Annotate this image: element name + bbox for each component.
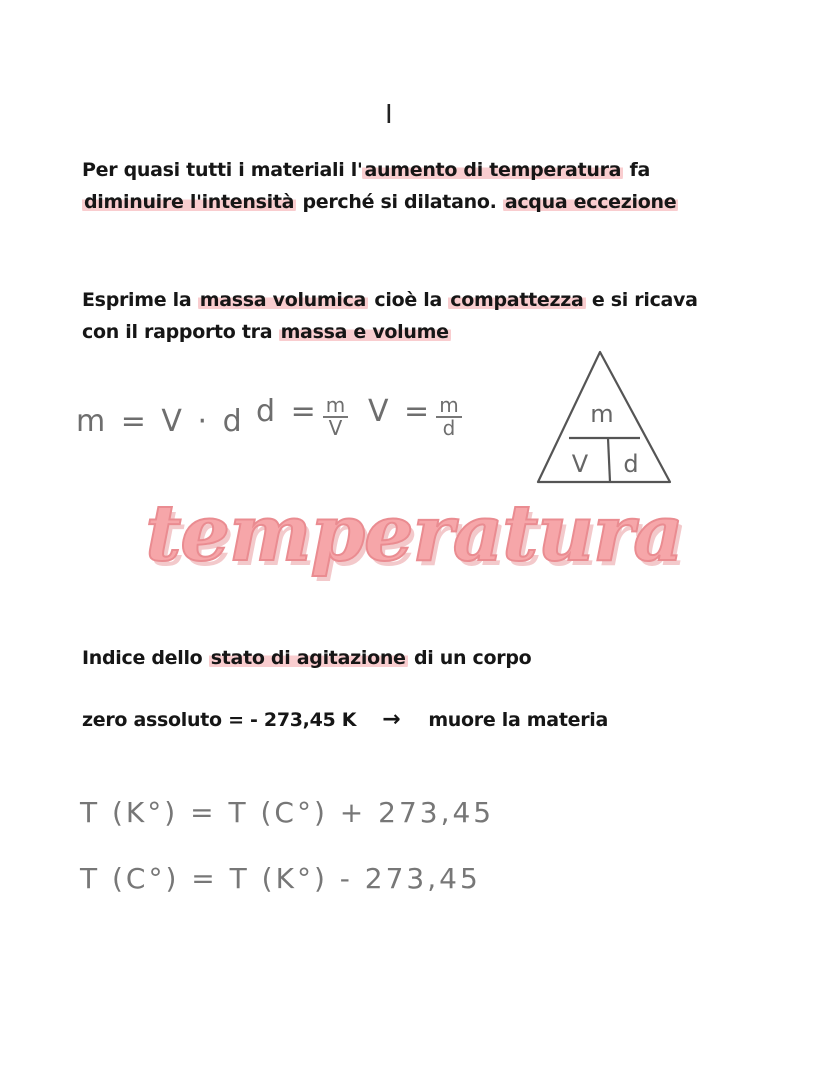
fraction-m-over-d [436,395,461,438]
density-triangle-diagram [530,344,680,492]
triangle-label-v: V [571,450,589,478]
temperature-definition [82,642,531,674]
density-text: Per quasi tutti i materiali l' [82,159,363,181]
highlight-water-exception: acqua eccezione [504,191,677,213]
highlight-mass-density: massa volumica [199,289,367,311]
formula-celsius-from-kelvin: T (C°) = T (K°) - 273,45 [80,862,481,895]
temperature-text: Indice dello [82,647,209,669]
absolute-zero-label: zero assoluto = - 273,45 K [82,709,357,731]
highlight-agitation-state: stato di agitazione [210,647,406,669]
formula-volume-lhs: V = [368,394,433,429]
density-text: fa [623,159,650,181]
density-text: perché si dilatano. [296,191,503,213]
fraction-m-over-v [323,395,348,438]
fraction-numerator: m [323,395,348,418]
mass-text: cioè la [368,289,449,311]
mass-text: con il rapporto tra [82,321,279,343]
arrow-right-icon: → [382,707,401,732]
fraction-numerator: m [436,395,461,418]
temperature-text: di un corpo [407,647,532,669]
formula-density [256,394,352,438]
section-heading: temperatura [145,488,683,579]
fraction-denominator: V [328,416,343,440]
formula-volume [368,394,466,438]
fraction-denominator: d [442,416,456,440]
formula-density-lhs: d = [256,394,319,429]
triangle-label-m: m [590,400,614,428]
density-paragraph-line-1 [82,154,650,186]
highlight-compactness: compattezza [450,289,584,311]
page-number: I [385,100,393,130]
absolute-zero-result: muore la materia [428,709,609,731]
density-paragraph-line-2 [82,186,678,218]
highlight-temperature-increase: aumento di temperatura [364,159,622,181]
mass-paragraph-line-2 [82,316,451,348]
mass-paragraph-line-1 [82,284,698,316]
mass-text: e si ricava [585,289,698,311]
formula-kelvin-from-celsius: T (K°) = T (C°) + 273,45 [80,796,495,829]
highlight-mass-and-volume: massa e volume [280,321,449,343]
triangle-label-d: d [623,450,639,478]
highlight-decrease-intensity: diminuire l'intensità [84,191,295,213]
absolute-zero-line [82,704,608,736]
triangle-divider-vertical [608,438,610,482]
formula-mass: m = V · d [76,404,245,439]
mass-text: Esprime la [82,289,198,311]
